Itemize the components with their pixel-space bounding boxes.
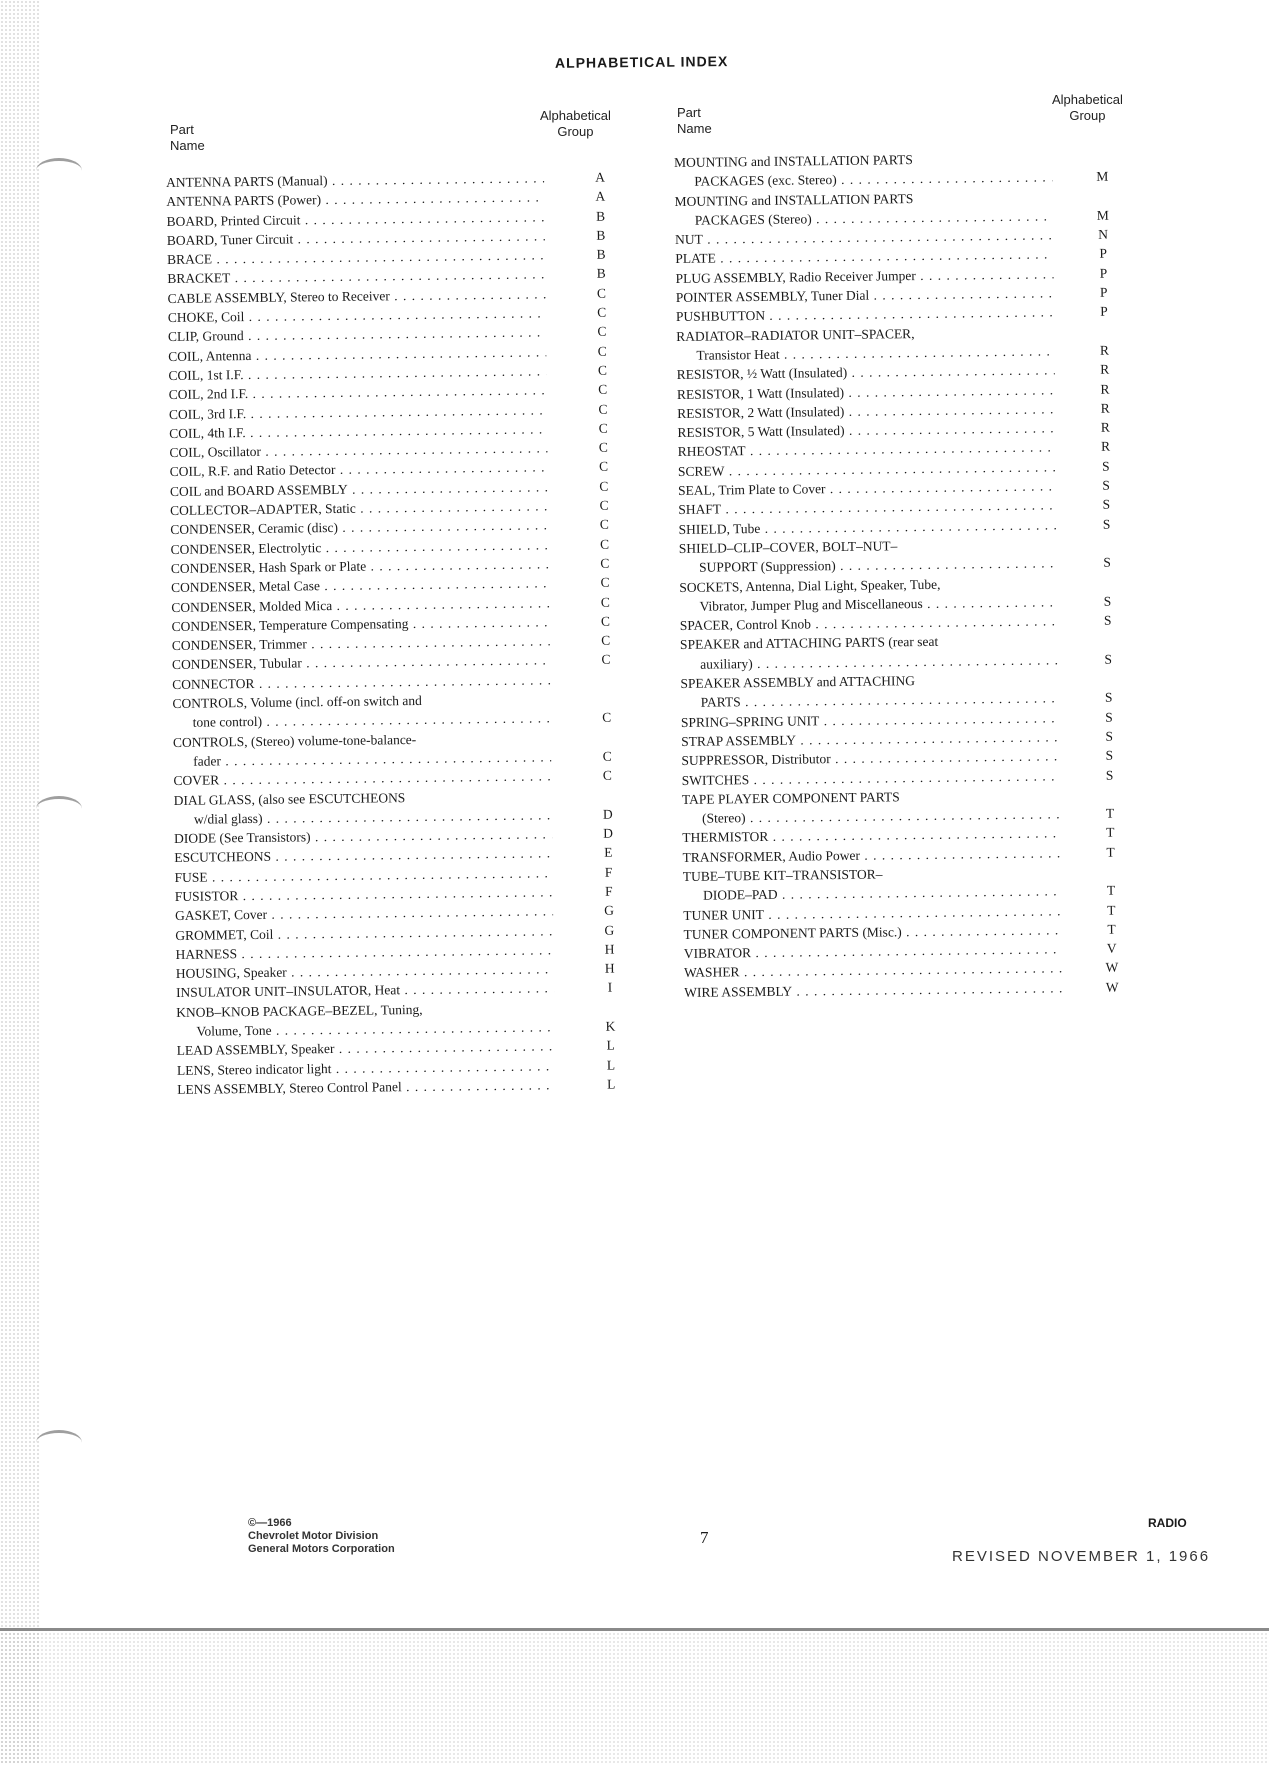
alphabetical-group: R (1100, 419, 1110, 435)
alphabetical-group: C (598, 401, 608, 417)
alphabetical-group: G (604, 902, 615, 918)
alphabetical-group: C (597, 343, 607, 359)
part-name: DIODE (See Transistors) . . . (174, 824, 552, 848)
alphabetical-group: S (1102, 477, 1110, 493)
part-name: BOARD, Printed Circuit . . . (166, 207, 544, 231)
alphabetical-group: C (599, 497, 609, 513)
part-name: PLATE . . . (675, 245, 1053, 269)
part-name: Vibrator, Jumper Plug and Miscellaneous . . . (679, 592, 1057, 616)
alphabetical-group: C (601, 632, 611, 648)
alphabetical-group: R (1100, 381, 1110, 397)
alphabetical-group: S (1105, 767, 1114, 783)
punch-hole-icon (36, 796, 82, 821)
copyright-corporation: General Motors Corporation (248, 1543, 395, 1555)
alphabetical-group: C (602, 767, 612, 783)
part-name: CONTROLS, Volume (incl. off-on switch and (172, 692, 422, 711)
part-name: TUNER COMPONENT PARTS (Misc.) . . . (683, 920, 1061, 944)
copyright-division: Chevrolet Motor Division (248, 1530, 379, 1542)
alphabetical-group: T (1106, 825, 1115, 841)
part-name: RESISTOR, 5 Watt (Insulated) . . . (677, 419, 1055, 443)
part-name: CONDENSER, Trimmer . . . (172, 631, 550, 655)
left-part-name-header (170, 122, 205, 154)
part-name: LENS ASSEMBLY, Stereo Control Panel . . . (177, 1075, 555, 1099)
alphabetical-group: H (604, 941, 615, 957)
part-name: CONDENSER, Electrolytic . . . (170, 535, 548, 559)
alphabetical-group: T (1106, 844, 1115, 860)
part-name: SPEAKER ASSEMBLY and ATTACHING (680, 673, 916, 691)
left-group-header (540, 108, 611, 140)
part-name: SPEAKER and ATTACHING PARTS (rear seat (679, 634, 939, 653)
alphabetical-group: T (1106, 882, 1116, 899)
alphabetical-group: T (1107, 921, 1116, 937)
header-part: Part (677, 105, 701, 120)
part-name: HARNESS . . . (175, 940, 553, 964)
part-name: COIL, R.F. and Ratio Detector . . . (170, 458, 548, 482)
part-name: CONDENSER, Temperature Compensating . . . (171, 612, 549, 636)
alphabetical-group: R (1101, 439, 1111, 455)
page-bottom-edge (0, 1628, 1269, 1631)
part-name: NUT . . . (675, 226, 1053, 250)
right-index-column (674, 148, 1126, 1002)
part-name: COIL, 3rd I.F. . . . (169, 400, 547, 424)
alphabetical-group: R (1100, 400, 1110, 416)
alphabetical-group: C (601, 652, 611, 668)
alphabetical-group: M (1096, 168, 1109, 185)
part-name: TRANSFORMER, Audio Power . . . (682, 843, 1060, 867)
part-name: CONNECTOR . . . (172, 670, 550, 694)
part-name: INSULATOR UNIT–INSULATOR, Heat . . . (176, 979, 554, 1003)
page-title: ALPHABETICAL INDEX (554, 53, 729, 71)
alphabetical-group: B (596, 227, 606, 243)
part-name: PUSHBUTTON . . . (676, 303, 1054, 327)
part-name: THERMISTOR . . . (682, 824, 1060, 848)
part-name: SHIELD, Tube . . . (678, 515, 1056, 539)
part-name: COIL and BOARD ASSEMBLY . . . (170, 477, 548, 501)
alphabetical-group: C (597, 362, 608, 378)
alphabetical-group: C (600, 613, 611, 629)
part-name: SCREW . . . (678, 457, 1056, 481)
punch-hole-icon (36, 1430, 82, 1455)
alphabetical-group: C (597, 304, 607, 320)
header-name: Name (677, 121, 712, 136)
alphabetical-group: C (602, 748, 612, 764)
punch-hole-icon (36, 158, 82, 183)
section-label: RADIO (1148, 1516, 1187, 1530)
left-index-column (166, 168, 625, 1100)
alphabetical-group: C (599, 536, 610, 552)
part-name: SUPPORT (Suppression) . . . (679, 554, 1057, 578)
alphabetical-group: N (1098, 226, 1108, 243)
scan-edge-left (0, 0, 40, 1765)
part-name: SPRING–SPRING UNIT . . . (681, 708, 1059, 732)
part-name: MOUNTING and INSTALLATION PARTS (674, 152, 913, 170)
copyright-year: ©—1966 (248, 1517, 292, 1529)
part-name: ANTENNA PARTS (Power) . . . (166, 188, 544, 212)
alphabetical-group: C (596, 285, 607, 301)
part-name: GROMMET, Coil . . . (175, 921, 553, 945)
alphabetical-group: D (602, 806, 613, 822)
alphabetical-group: C (602, 709, 612, 726)
part-name: PARTS . . . (681, 689, 1059, 713)
alphabetical-group: C (599, 459, 609, 475)
alphabetical-group: C (598, 381, 608, 398)
alphabetical-group: S (1105, 747, 1114, 763)
alphabetical-group: P (1100, 304, 1108, 320)
copyright-block (248, 1517, 395, 1556)
alphabetical-group: C (600, 574, 610, 590)
part-name: WASHER . . . (684, 959, 1062, 983)
part-name: Volume, Tone . . . (176, 1017, 554, 1041)
alphabetical-group: C (598, 420, 608, 436)
alphabetical-group: L (606, 1057, 616, 1073)
alphabetical-group: D (603, 825, 614, 841)
alphabetical-group: F (604, 883, 613, 899)
alphabetical-group: A (595, 169, 606, 185)
part-name: RESISTOR, 2 Watt (Insulated) . . . (677, 399, 1055, 423)
page-number: 7 (700, 1528, 709, 1547)
part-name: SPACER, Control Knob . . . (680, 611, 1058, 635)
part-name: BOARD, Tuner Circuit . . . (167, 226, 545, 250)
part-name: FUSISTOR . . . (175, 882, 553, 906)
scan-edge-bottom (0, 1628, 1269, 1765)
part-name: KNOB–KNOB PACKAGE–BEZEL, Tuning, (176, 1001, 423, 1020)
alphabetical-group: S (1102, 516, 1111, 532)
part-name: SUPPRESSOR, Distributor . . . (681, 747, 1059, 771)
part-name: PACKAGES (Stereo) . . . (675, 206, 1053, 230)
part-name: DIODE–PAD . . . (683, 882, 1061, 906)
alphabetical-group: C (599, 516, 609, 533)
part-name: LEAD ASSEMBLY, Speaker . . . (177, 1037, 555, 1061)
part-name: RESISTOR, 1 Watt (Insulated) . . . (677, 380, 1055, 404)
alphabetical-group: P (1099, 265, 1108, 281)
alphabetical-group: C (597, 324, 607, 340)
part-name: PACKAGES (exc. Stereo) . . . (674, 168, 1052, 192)
alphabetical-group: M (1096, 207, 1109, 223)
part-name: CONDENSER, Molded Mica . . . (171, 593, 549, 617)
alphabetical-group: E (604, 844, 613, 861)
alphabetical-group: C (600, 555, 610, 571)
header-name: Name (170, 138, 205, 153)
alphabetical-group: W (1105, 979, 1119, 995)
alphabetical-group: H (604, 960, 615, 976)
part-name: SOCKETS, Antenna, Dial Light, Speaker, Tube, (679, 576, 941, 595)
part-name: CONDENSER, Tubular . . . (172, 651, 550, 675)
part-name: PLUG ASSEMBLY, Radio Receiver Jumper . . . (675, 264, 1053, 288)
alphabetical-group: V (1106, 940, 1117, 956)
part-name: GASKET, Cover . . . (175, 902, 553, 926)
part-name: CHOKE, Coil . . . (168, 303, 546, 327)
alphabetical-group: S (1103, 593, 1112, 609)
alphabetical-group: L (606, 1037, 615, 1054)
alphabetical-group: F (604, 864, 613, 880)
part-name: DIAL GLASS, (also see ESCUTCHEONS (173, 789, 406, 808)
part-name: FUSE . . . (174, 863, 552, 887)
alphabetical-group: I (607, 980, 613, 996)
header-part: Part (170, 122, 194, 137)
alphabetical-group: G (604, 922, 615, 938)
alphabetical-group: T (1107, 902, 1116, 918)
part-name: TUBE–TUBE KIT–TRANSISTOR– (682, 866, 883, 884)
alphabetical-group: S (1103, 554, 1111, 571)
part-name: SWITCHES . . . (682, 766, 1060, 790)
part-name: POINTER ASSEMBLY, Tuner Dial . . . (676, 283, 1054, 307)
alphabetical-group: S (1101, 458, 1110, 474)
alphabetical-group: B (596, 246, 606, 262)
part-name: VIBRATOR . . . (684, 939, 1062, 963)
part-name: fader . . . (173, 747, 551, 771)
part-name: ANTENNA PARTS (Manual) . . . (166, 168, 544, 192)
part-name: COIL, 4th I.F. . . . (169, 419, 547, 443)
part-name: TUNER UNIT . . . (683, 901, 1061, 925)
alphabetical-group: T (1105, 805, 1115, 821)
header-alphabetical: Alphabetical (540, 108, 611, 123)
part-name: auxiliary) . . . (680, 650, 1058, 674)
part-name: COIL, Oscillator . . . (169, 439, 547, 463)
part-name: COIL, 2nd I.F. . . . (169, 381, 547, 405)
part-name: COVER . . . (173, 767, 551, 791)
part-name: CONDENSER, Hash Spark or Plate . . . (171, 554, 549, 578)
alphabetical-group: S (1102, 497, 1111, 513)
part-name: tone control) . . . (173, 709, 551, 733)
alphabetical-group: R (1100, 361, 1110, 378)
alphabetical-group: C (598, 439, 608, 455)
part-name: BRACKET . . . (167, 265, 545, 289)
alphabetical-group: W (1105, 960, 1119, 976)
part-name: RESISTOR, ½ Watt (Insulated) . . . (677, 361, 1055, 385)
part-name: MOUNTING and INSTALLATION PARTS (674, 190, 914, 209)
part-name: COIL, 1st I.F. . . . (168, 361, 546, 385)
revision-date: REVISED NOVEMBER 1, 1966 (952, 1548, 1211, 1565)
alphabetical-group: S (1105, 728, 1113, 744)
alphabetical-group: S (1103, 612, 1112, 628)
index-row (684, 977, 1126, 1002)
part-name: STRAP ASSEMBLY . . . (681, 727, 1059, 751)
part-name: TAPE PLAYER COMPONENT PARTS (681, 789, 900, 807)
part-name: CONTROLS, (Stereo) volume-tone-balance- (172, 731, 417, 750)
part-name: RHEOSTAT . . . (678, 438, 1056, 462)
alphabetical-group: S (1104, 689, 1113, 706)
part-name: Transistor Heat . . . (676, 341, 1054, 365)
alphabetical-group: R (1099, 342, 1110, 358)
part-name: COIL, Antenna . . . (168, 342, 546, 366)
part-name: RADIATOR–RADIATOR UNIT–SPACER, (676, 325, 915, 344)
part-name: CABLE ASSEMBLY, Stereo to Receiver . . . (167, 284, 545, 308)
right-group-header (1052, 92, 1123, 124)
alphabetical-group: P (1099, 246, 1108, 262)
alphabetical-group: C (600, 594, 610, 610)
header-group: Group (557, 124, 594, 139)
header-alphabetical: Alphabetical (1052, 92, 1123, 107)
part-name: CLIP, Ground . . . (168, 323, 546, 347)
part-name: (Stereo) . . . (682, 804, 1060, 828)
header-group: Group (1069, 108, 1106, 123)
part-name: BRACE . . . (167, 246, 545, 270)
part-name: w/dial glass) . . . (174, 805, 552, 829)
alphabetical-group: S (1104, 651, 1113, 667)
alphabetical-group: B (596, 266, 606, 282)
part-name: CONDENSER, Ceramic (disc) . . . (170, 516, 548, 540)
part-name: ESCUTCHEONS . . . (174, 844, 552, 868)
part-name: SEAL, Trim Plate to Cover . . . (678, 476, 1056, 500)
alphabetical-group: B (595, 208, 606, 224)
part-name: CONDENSER, Metal Case . . . (171, 574, 549, 598)
part-name: COLLECTOR–ADAPTER, Static . . . (170, 496, 548, 520)
alphabetical-group: A (595, 188, 606, 205)
part-name: SHIELD–CLIP–COVER, BOLT–NUT– (678, 538, 898, 556)
alphabetical-group: L (606, 1076, 616, 1092)
alphabetical-group: S (1105, 709, 1113, 725)
part-name: HOUSING, Speaker . . . (176, 959, 554, 983)
index-row (177, 1074, 625, 1099)
alphabetical-group: P (1099, 284, 1108, 300)
part-name: SHAFT . . . (678, 496, 1056, 520)
right-part-name-header (677, 105, 712, 137)
alphabetical-group: K (605, 1018, 616, 1034)
part-name: WIRE ASSEMBLY . . . (684, 978, 1062, 1002)
alphabetical-group: C (599, 478, 609, 494)
part-name: LENS, Stereo indicator light . . . (177, 1056, 555, 1080)
